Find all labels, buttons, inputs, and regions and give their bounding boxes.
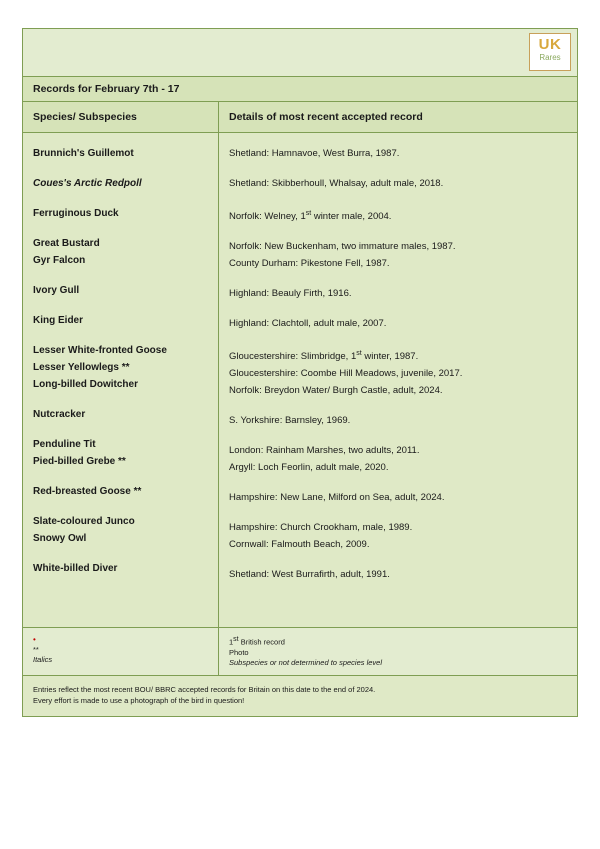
table-row-species: Ferruginous Duck: [33, 208, 119, 219]
table-row-details: [219, 519, 577, 536]
table-row-species: Long-billed Dowitcher: [33, 379, 138, 390]
table-row-species: Great Bustard: [33, 238, 100, 249]
table-row-species: Penduline Tit: [33, 439, 96, 450]
table-row-details: [219, 412, 577, 429]
footnote-line-2: Every effort is made to use a photograph of the bird in question!: [33, 695, 245, 705]
details-text: S. Yorkshire: Barnsley, 1969.: [229, 415, 351, 427]
details-column: [219, 133, 577, 627]
details-group: [219, 285, 577, 302]
uk-rares-logo: [529, 33, 571, 71]
table-row-species: Pied-billed Grebe **: [33, 456, 126, 467]
table-row-details: [219, 566, 577, 583]
details-group: [219, 442, 577, 476]
details-text: Shetland: Hamnavoe, West Burra, 1987.: [229, 148, 400, 159]
legend-symbols: [23, 628, 219, 675]
details-text-cont: winter male, 2004.: [311, 211, 392, 223]
legend-symbol-dot: •: [33, 635, 36, 644]
table-row-details: [219, 489, 577, 506]
column-header-species: Species/ Subspecies: [23, 102, 219, 132]
details-text: Hampshire: New Lane, Milford on Sea, adult, 2024.: [229, 492, 445, 504]
species-group: [23, 145, 218, 162]
details-ordinal-suffix: st: [305, 210, 312, 217]
details-group: [219, 175, 577, 192]
table-row-details: [219, 255, 577, 272]
footnote-section: [23, 676, 577, 716]
header-band: [23, 29, 577, 77]
table-row-details: [219, 175, 577, 192]
footnote-line-1: Entries reflect the most recent BOU/ BBRC accepted records for Britain on this date to the end of 2024.: [33, 684, 376, 694]
details-text: Highland: Clachtoll, adult male, 2007.: [229, 318, 387, 330]
table-row-details: [219, 238, 577, 255]
table-row-species: Coues's Arctic Redpoll: [33, 178, 142, 189]
records-sheet: [22, 28, 578, 717]
table-row-species: Lesser White-fronted Goose: [33, 345, 167, 356]
table-row-details: [219, 145, 577, 162]
details-text: Norfolk: Welney, 1: [229, 211, 306, 223]
details-group: [219, 489, 577, 506]
details-text: London: Rainham Marshes, two adults, 2011.: [229, 445, 420, 457]
legend-meaning-dot-sup: st: [233, 636, 239, 643]
table-row-species: Ivory Gull: [33, 285, 80, 296]
species-group: [23, 513, 218, 547]
details-text: Shetland: Skibberhoull, Whalsay, adult male, 2018.: [229, 178, 444, 189]
details-group: [219, 205, 577, 225]
details-group: [219, 315, 577, 332]
species-group: [23, 282, 218, 299]
details-group: [219, 345, 577, 399]
legend-symbol-stars: **: [33, 645, 39, 654]
details-group: [219, 145, 577, 162]
legend-meaning-dot: [229, 635, 577, 648]
legend-meanings: [219, 628, 577, 675]
table-row-species: Lesser Yellowlegs **: [33, 362, 130, 373]
table-row-species: Slate-coloured Junco: [33, 516, 135, 527]
details-text: Highland: Beauly Firth, 1916.: [229, 288, 352, 300]
species-group: [23, 483, 218, 500]
species-group: [23, 560, 218, 577]
logo-uk-text: UK: [538, 36, 562, 53]
details-text: Gloucestershire: Coombe Hill Meadows, juvenile, 2017.: [229, 368, 463, 380]
table-row-details: [219, 285, 577, 302]
details-text: Cornwall: Falmouth Beach, 2009.: [229, 539, 370, 551]
legend-meaning-dot-pre: 1: [229, 637, 234, 647]
species-group: [23, 205, 218, 222]
details-text: County Durham: Pikestone Fell, 1987.: [229, 258, 390, 270]
table-row-species: White-billed Diver: [33, 563, 118, 574]
details-text: Hampshire: Church Crookham, male, 1989.: [229, 522, 413, 534]
details-ordinal-suffix: st: [356, 350, 362, 358]
page-title: Records for February 7th - 17: [23, 77, 577, 102]
table-row-details: [219, 315, 577, 332]
table-row-species: Brunnich's Guillemot: [33, 148, 134, 159]
table-row-species: Nutcracker: [33, 409, 86, 420]
details-group: [219, 519, 577, 553]
details-text: Argyll: Loch Feorlin, adult male, 2020.: [229, 462, 389, 474]
table-row-species: Red-breasted Goose **: [33, 486, 142, 497]
details-text: Norfolk: New Buckenham, two immature males, 1987.: [229, 241, 456, 253]
column-header-details: Details of most recent accepted record: [229, 111, 423, 123]
records-table-body: [23, 133, 577, 628]
legend-symbol-italics: Italics: [33, 655, 53, 664]
species-group: [23, 312, 218, 329]
details-group: [219, 238, 577, 272]
table-row-details: [219, 442, 577, 459]
table-row-details: [219, 382, 577, 399]
table-header-row: [23, 102, 577, 133]
legend-meaning-italics: Subspecies or not determined to species level: [229, 657, 383, 667]
details-text: Gloucestershire: Slimbridge, 1: [229, 351, 357, 363]
legend-meaning-stars: Photo: [229, 647, 249, 657]
table-row-species: King Eider: [33, 315, 84, 326]
species-group: [23, 406, 218, 423]
details-text-cont: winter, 1987.: [361, 351, 419, 363]
species-group: [23, 342, 218, 393]
legend-section: [23, 628, 577, 676]
table-row-details: [219, 365, 577, 382]
species-column: [23, 133, 219, 627]
species-group: [23, 436, 218, 470]
table-row-details: [219, 205, 577, 225]
table-row-details: [219, 345, 577, 365]
species-group: [23, 235, 218, 269]
table-row-species: Gyr Falcon: [33, 255, 86, 266]
table-row-species: Snowy Owl: [33, 533, 87, 544]
details-text: Norfolk: Breydon Water/ Burgh Castle, adult, 2024.: [229, 385, 443, 397]
table-row-details: [219, 536, 577, 553]
legend-meaning-dot-post: British record: [238, 637, 285, 647]
logo-rares-text: Rares: [539, 53, 561, 62]
species-group: [23, 175, 218, 192]
details-text: Shetland: West Burrafirth, adult, 1991.: [229, 569, 390, 581]
table-row-details: [219, 459, 577, 476]
details-group: [219, 566, 577, 583]
details-group: [219, 412, 577, 429]
